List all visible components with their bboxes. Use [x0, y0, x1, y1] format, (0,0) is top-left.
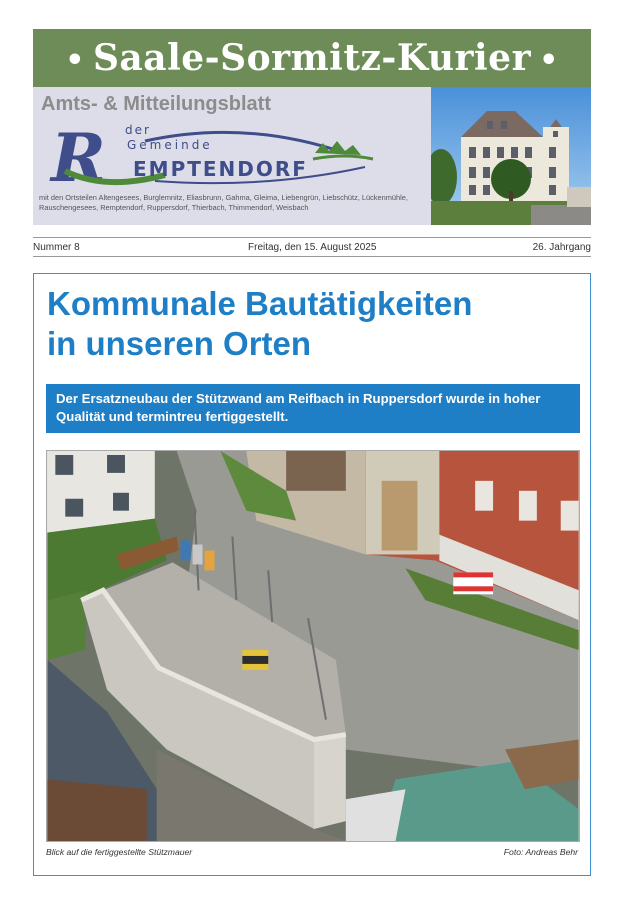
- issue-year: 26. Jahrgang: [532, 242, 591, 253]
- newspaper-title: [57, 37, 567, 79]
- info-panel: [33, 87, 431, 225]
- issue-line: [33, 237, 591, 257]
- municipality-logo: [45, 123, 375, 193]
- title-bullet-right: •: [539, 43, 559, 78]
- town-hall-photo: [431, 87, 591, 225]
- logo-gemeinde: Gemeinde: [127, 138, 213, 152]
- article-headline: [47, 284, 577, 364]
- logo-green-line: [313, 156, 373, 159]
- issue-number: Nummer 8: [33, 242, 80, 253]
- photo-caption: Blick auf die fertiggestellte Stützmauer: [46, 847, 193, 857]
- photo-credit: Foto: Andreas Behr: [503, 847, 578, 857]
- lead-article: [33, 273, 591, 876]
- article-subhead: Der Ersatzneubau der Stützwand am Reifbach in Ruppersdorf wurde in hoher Qualität und termintreu fertiggestellt.: [46, 384, 580, 433]
- logo-der: der: [125, 123, 151, 137]
- title-bar: [33, 29, 591, 87]
- issue-date: Freitag, den 15. August 2025: [248, 242, 377, 253]
- title-bullet-left: •: [65, 43, 85, 78]
- headline-line-2: in unseren Orten: [47, 325, 312, 362]
- masthead: [33, 29, 591, 225]
- newspaper-title-text: Saale-Sormitz-Kurier: [92, 37, 532, 79]
- retaining-wall-photo: [46, 450, 580, 842]
- logo-hills-icon: [315, 141, 361, 155]
- headline-line-1: Kommunale Bautätigkeiten: [47, 285, 473, 322]
- ortsteile-list: mit den Ortsteilen Altengesees, Burglemnitz, Eliasbrunn, Gahma, Gleima, Liebengrün, Liebschütz, Lückenmühle, Rauschengesees, Remptendorf, Ruppersdorf, Thierbach, Thimmendorf, Weisbach: [39, 193, 408, 212]
- logo-ort: EMPTENDORF: [133, 157, 308, 181]
- subtitle: Amts- & Mitteilungsblatt: [41, 93, 271, 115]
- logo-initial-r: R: [51, 123, 106, 193]
